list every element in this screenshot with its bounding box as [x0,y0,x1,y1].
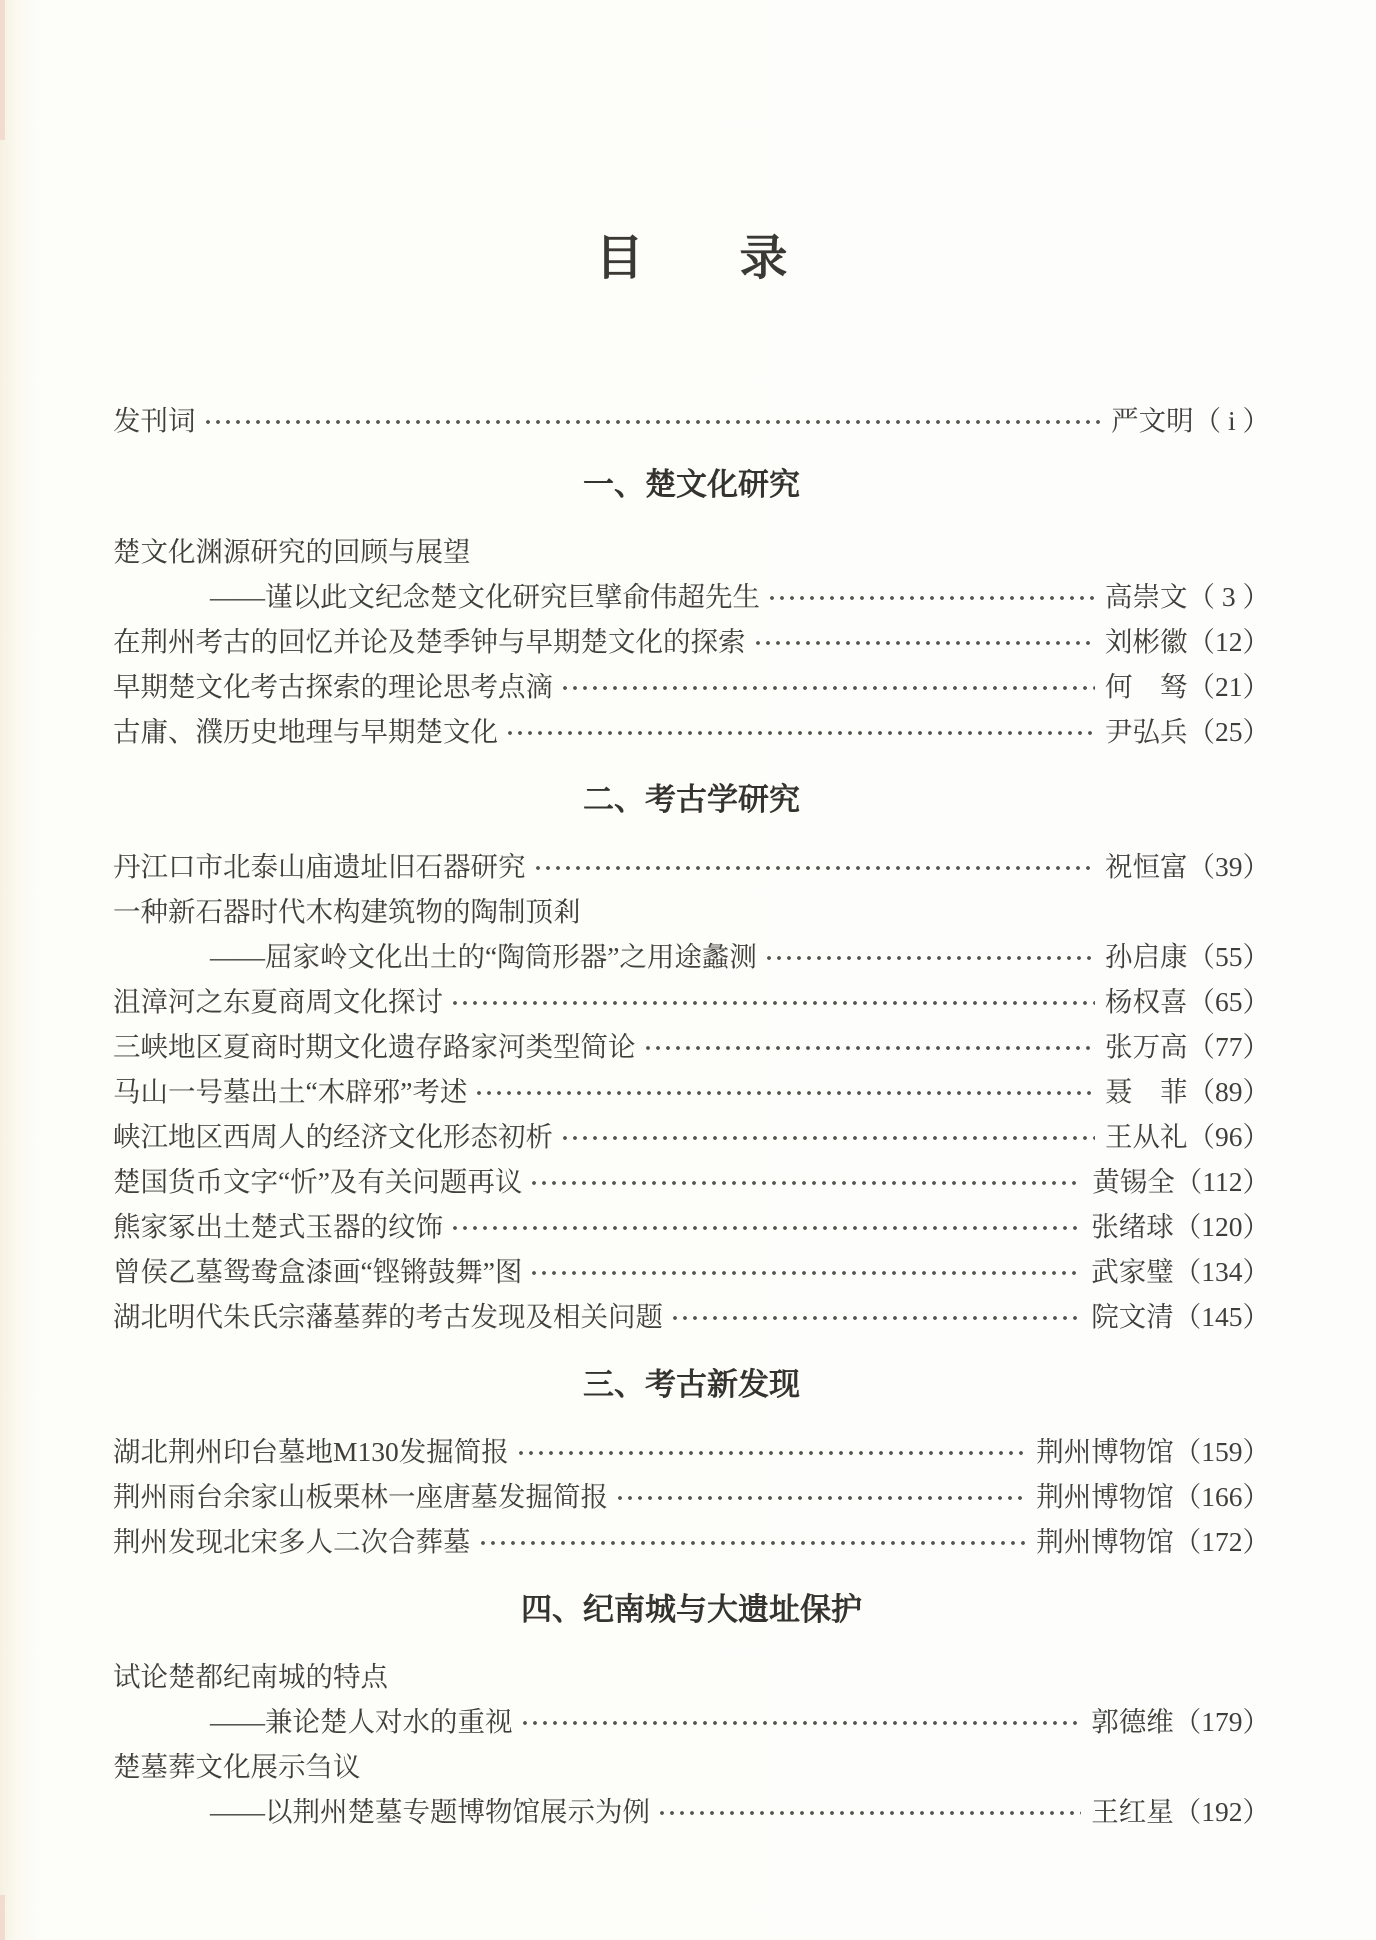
entry-title: 丹江口市北泰山庙遗址旧石器研究 [113,851,526,882]
dot-leader [451,996,1095,1008]
dot-leader [479,1536,1027,1548]
entry-author-page: 刘彬徽（12） [1105,626,1270,657]
entry-author-page: 荆州博物馆（159） [1036,1436,1270,1467]
entry-subtitle: ——屈家岭文化出土的“陶筒形器”之用途蠡测 [210,941,757,972]
entry-author-page: 张万高（77） [1105,1031,1270,1062]
entry-author-page: 荆州博物馆（166） [1036,1481,1270,1512]
entry-title: 熊家冢出土楚式玉器的纹饰 [113,1211,443,1242]
entry-title: 早期楚文化考古探索的理论思考点滴 [113,671,553,702]
entry-author-page: 王红星（192） [1091,1796,1270,1827]
section-heading-3: 三、考古新发现 [583,1367,800,1402]
entry-author-page: 何 驽（21） [1105,671,1270,702]
dot-leader [644,1041,1096,1053]
toc-entry [113,1249,1270,1294]
dot-leader [768,591,1095,603]
section-heading-1: 一、楚文化研究 [583,467,800,502]
page-title: 目 录 [595,232,788,285]
entry-title: 曾侯乙墓鸳鸯盒漆画“铿锵鼓舞”图 [113,1256,523,1287]
table-of-contents [113,398,1270,1834]
entry-subtitle: ——兼论楚人对水的重视 [210,1706,513,1737]
dot-leader [671,1311,1081,1323]
entry-title-line: 一种新石器时代木构建筑物的陶制顶剎 [113,896,581,927]
entry-author-page: 院文清（145） [1091,1301,1270,1332]
entry-author-page: 严文明（ i ） [1111,405,1270,436]
toc-entry [113,1699,1270,1744]
entry-title: 荆州发现北宋多人二次合葬墓 [113,1526,471,1557]
entry-subtitle: ——以荆州楚墓专题博物馆展示为例 [210,1796,650,1827]
dot-leader [754,636,1096,648]
entry-title-line: 楚文化渊源研究的回顾与展望 [113,536,471,567]
dot-leader [475,1086,1095,1098]
entry-title: 马山一号墓出土“木辟邪”考述 [113,1076,468,1107]
entry-title: 发刊词 [113,405,196,436]
dot-leader [765,951,1095,963]
entry-title: 湖北荆州印台墓地M130发掘简报 [113,1436,509,1467]
toc-entry [113,709,1270,754]
toc-entry [113,619,1270,664]
dot-leader [521,1716,1082,1728]
toc-entry [113,1204,1270,1249]
scan-artifact-bottom [0,1895,5,1940]
entry-author-page: 荆州博物馆（172） [1036,1526,1270,1557]
entry-author-page: 高崇文（ 3 ） [1105,581,1270,612]
entry-title: 湖北明代朱氏宗藩墓葬的考古发现及相关问题 [113,1301,663,1332]
dot-leader [204,415,1102,427]
section-heading-4: 四、纪南城与大遗址保护 [521,1592,862,1627]
entry-author-page: 王从礼（96） [1105,1121,1270,1152]
toc-entry [113,979,1270,1024]
entry-title: 荆州雨台余家山板栗林一座唐墓发掘简报 [113,1481,608,1512]
toc-entry [113,1294,1270,1339]
dot-leader [561,1131,1095,1143]
entry-author-page: 聂 菲（89） [1105,1076,1270,1107]
entry-title-line: 试论楚都纪南城的特点 [113,1661,388,1692]
entry-title: 峡江地区西周人的经济文化形态初析 [113,1121,553,1152]
dot-leader [451,1221,1081,1233]
dot-leader [506,726,1095,738]
toc-entry [113,934,1270,979]
scan-artifact-top [0,0,5,140]
entry-author-page: 郭德维（179） [1091,1706,1270,1737]
dot-leader [530,1176,1082,1188]
entry-author-page: 张绪球（120） [1091,1211,1270,1242]
entry-title: 楚国货币文字“忻”及有关问题再议 [113,1166,523,1197]
toc-entry [113,1114,1270,1159]
entry-title: 在荆州考古的回忆并论及楚季钟与早期楚文化的探索 [113,626,746,657]
entry-author-page: 尹弘兵（25） [1105,716,1270,747]
toc-entry [113,1024,1270,1069]
entry-title-line: 楚墓葬文化展示刍议 [113,1751,361,1782]
dot-leader [534,861,1096,873]
section-heading-2: 二、考古学研究 [583,782,800,817]
dot-leader [616,1491,1026,1503]
entry-title: 三峡地区夏商时期文化遗存路家河类型简论 [113,1031,636,1062]
entry-author-page: 黄锡全（112） [1092,1166,1270,1197]
entry-author-page: 孙启康（55） [1105,941,1270,972]
entry-author-page: 祝恒富（39） [1105,851,1270,882]
dot-leader [530,1266,1081,1278]
toc-entry-foreword [113,398,1270,443]
toc-entry [113,664,1270,709]
toc-entry [113,844,1270,889]
toc-entry [113,1429,1270,1474]
dot-leader [517,1446,1027,1458]
entry-subtitle: ——谨以此文纪念楚文化研究巨擘俞伟超先生 [210,581,760,612]
dot-leader [561,681,1095,693]
page-content [113,0,1270,1834]
toc-entry [113,574,1270,619]
toc-entry [113,1789,1270,1834]
dot-leader [658,1806,1081,1818]
entry-title: 沮漳河之东夏商周文化探讨 [113,986,443,1017]
entry-title: 古庸、濮历史地理与早期楚文化 [113,716,498,747]
entry-author-page: 杨权喜（65） [1105,986,1270,1017]
toc-entry [113,1474,1270,1519]
toc-entry [113,1069,1270,1114]
toc-entry [113,1159,1270,1204]
entry-author-page: 武家璧（134） [1091,1256,1270,1287]
toc-entry [113,1519,1270,1564]
